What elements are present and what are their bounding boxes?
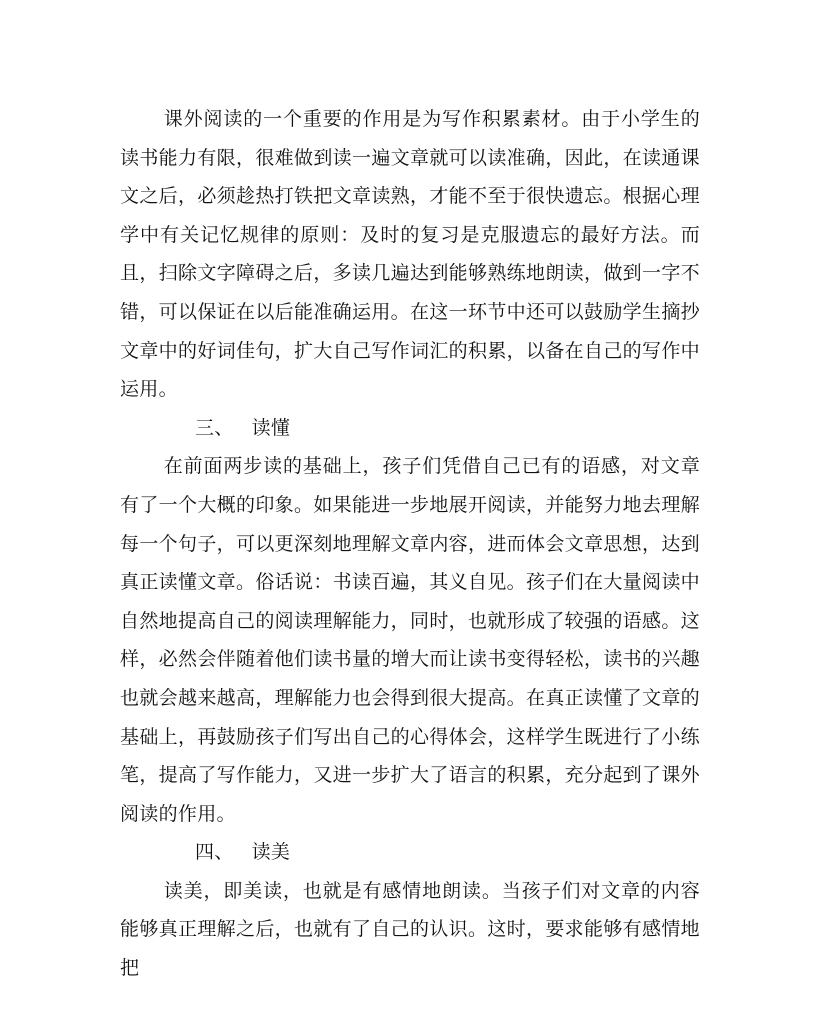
document-body xyxy=(120,100,700,988)
paragraph-accumulate-materials: 课外阅读的一个重要的作用是为写作积累素材。由于小学生的读书能力有限，很难做到读一遍文章就可以读准确，因此，在读通课文之后，必须趁热打铁把文章读熟，才能不至于很快遗忘。根据心理学中有关记忆规律的原则：及时的复习是克服遗忘的最好方法。而且，扫除文字障碍之后，多读几遍达到能够熟练地朗读，做到一字不错，可以保证在以后能准确运用。在这一环节中还可以鼓励学生摘抄文章中的好词佳句，扩大自己写作词汇的积累，以备在自己的写作中运用。 xyxy=(120,108,700,401)
paragraph-understand: 在前面两步读的基础上，孩子们凭借自己已有的语感，对文章有了一个大概的印象。如果能进一步地展开阅读，并能努力地去理解每一个句子，可以更深刻地理解文章内容，进而体会文章思想，达到真正读懂文章。俗话说：书读百遍，其义自见。孩子们在大量阅读中自然地提高自己的阅读理解能力，同时，也就形成了较强的语感。这样，必然会伴随着他们读书量的增大而让读书变得轻松，读书的兴趣也就会越来越高，理解能力也会得到很大提高。在真正读懂了文章的基础上，再鼓励孩子们写出自己的心得体会，这样学生既进行了小练笔，提高了写作能力，又进一步扩大了语言的积累，充分起到了课外阅读的作用。 xyxy=(120,455,700,825)
section-title: 读懂 xyxy=(251,416,291,439)
section-number: 四、 xyxy=(195,841,234,864)
paragraph-beauty-reading: 读美，即美读，也就是有感情地朗读。当孩子们对文章的内容能够真正理解之后，也就有了自己的认识。这时，要求能够有感情地把 xyxy=(120,879,700,980)
section-heading-beauty xyxy=(120,833,700,872)
section-title: 读美 xyxy=(251,841,291,864)
section-heading-understand xyxy=(120,409,700,448)
section-number: 三、 xyxy=(195,416,234,439)
